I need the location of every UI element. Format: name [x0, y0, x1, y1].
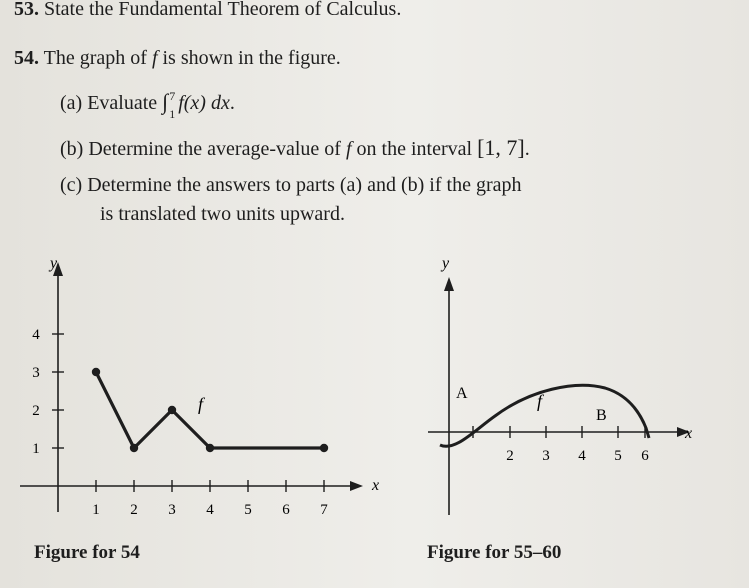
- region-b-label: B: [596, 407, 607, 424]
- part-a-label: (a): [60, 92, 83, 114]
- figure-54-graph: [0, 240, 390, 525]
- part-c-label: (c): [60, 174, 83, 196]
- figure-54-caption: Figure for 54: [34, 542, 140, 563]
- function-symbol: f: [151, 47, 158, 69]
- data-point: [320, 444, 328, 452]
- right-tick-label: 3: [542, 448, 550, 464]
- integral-lower-limit: 1: [169, 107, 176, 122]
- right-x-axis-label: x: [685, 425, 693, 442]
- part-a-text: Evaluate: [87, 92, 163, 114]
- right-x-tick-labels: [506, 448, 649, 464]
- problem-54-intro-text-end: is shown in the figure.: [157, 47, 341, 69]
- part-a-period: .: [229, 92, 235, 114]
- region-a-label: A: [456, 385, 468, 402]
- part-b-text-mid: on the interval: [351, 138, 478, 160]
- right-y-axis-label: y: [442, 255, 450, 272]
- curve-segment: [96, 372, 134, 448]
- data-point: [206, 444, 214, 452]
- part-b: [60, 136, 530, 161]
- data-point: [92, 368, 100, 376]
- left-y-ticks: [32, 327, 64, 457]
- problem-54-intro: [14, 46, 341, 70]
- left-y-tick-label: 3: [32, 365, 40, 381]
- problem-53-number: 53.: [14, 0, 39, 20]
- part-b-label: (b): [60, 138, 84, 160]
- left-axes: [20, 270, 355, 512]
- part-b-period: .: [524, 138, 530, 160]
- part-c-line1: [60, 173, 521, 197]
- left-curve: [92, 368, 328, 452]
- left-x-tick-label: 5: [244, 502, 252, 518]
- data-point: [130, 444, 138, 452]
- left-y-tick-label: 1: [32, 441, 40, 457]
- part-c-line2: [100, 202, 345, 226]
- interval: [1, 7]: [477, 135, 525, 160]
- problem-53: [14, 0, 401, 21]
- left-x-tick-label: 1: [92, 502, 100, 518]
- part-b-text: Determine the average-value of: [88, 138, 346, 160]
- left-x-tick-label: 7: [320, 502, 328, 518]
- left-x-tick-label: 6: [282, 502, 290, 518]
- part-c-text: Determine the answers to parts (a) and (b) if the graph: [87, 174, 522, 196]
- right-curve-label: f: [537, 391, 543, 411]
- left-x-tick-label: 2: [130, 502, 138, 518]
- curve-segment: [172, 410, 210, 448]
- left-x-tick-label: 3: [168, 502, 176, 518]
- right-y-arrow: [444, 277, 454, 291]
- left-x-arrow: [350, 481, 363, 491]
- right-tick-label: 4: [578, 448, 586, 464]
- right-tick-label: 6: [641, 448, 649, 464]
- figure-55-60-graph: [400, 240, 749, 525]
- integral-upper-limit: 7: [169, 89, 176, 104]
- integrand: f(x) dx: [178, 92, 230, 114]
- left-y-tick-label: 2: [32, 403, 40, 419]
- data-point: [168, 406, 176, 414]
- left-x-axis-label: x: [372, 477, 380, 494]
- left-y-tick-label: 4: [32, 327, 40, 343]
- left-y-axis-label: y: [50, 255, 58, 272]
- curve-segment: [134, 410, 172, 448]
- right-tick-label: 5: [614, 448, 622, 464]
- left-x-tick-label: 4: [206, 502, 214, 518]
- problem-54-number: 54.: [14, 47, 39, 69]
- function-symbol-b: f: [345, 138, 352, 160]
- integral-sign: ∫: [162, 89, 169, 114]
- integral-limits: [168, 89, 178, 122]
- problem-54-intro-text: The graph of: [43, 47, 152, 69]
- left-curve-label: f: [198, 394, 204, 414]
- part-c-text-2: is translated two units upward.: [100, 203, 345, 225]
- right-tick-label: 2: [506, 448, 514, 464]
- part-a: [60, 89, 235, 122]
- figure-55-60-caption: Figure for 55–60: [427, 542, 562, 563]
- problem-53-text: State the Fundamental Theorem of Calculus.: [44, 0, 402, 20]
